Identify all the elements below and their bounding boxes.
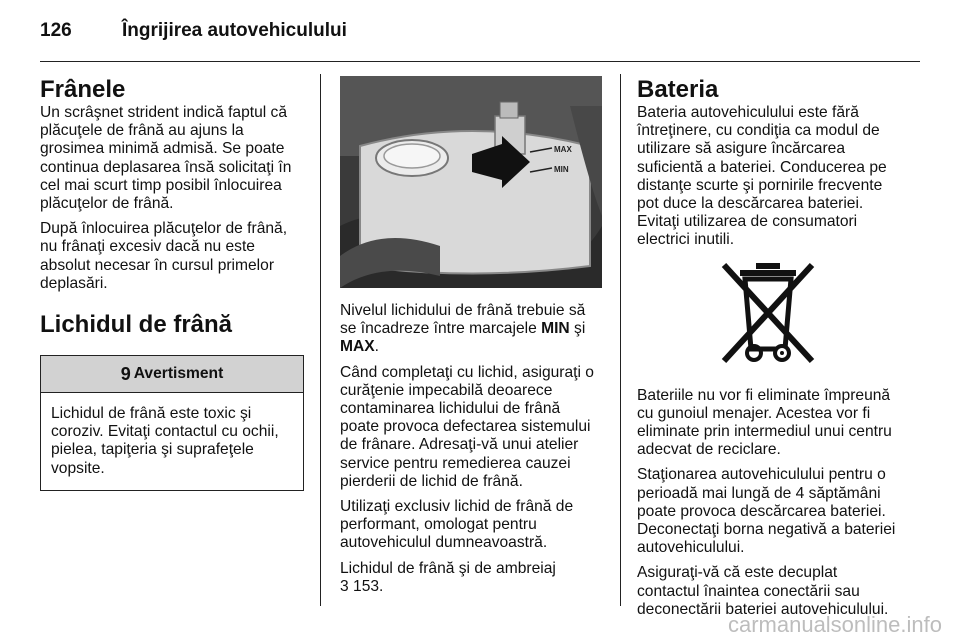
page-title: Îngrijirea autovehiculului — [122, 20, 347, 41]
fluid-level-paragraph: Nivelul lichidului de frână trebuie să se încadreze între marcajele MIN şi MAX. — [340, 302, 586, 356]
warning-text: Lichidul de frână este toxic şi coroziv. Evitaţi contactul cu ochii, pielea, tapiţeria şi suprafeţele vopsite. — [51, 405, 279, 477]
header-divider — [40, 61, 920, 62]
warning-box — [40, 355, 304, 491]
battery-paragraph-3: Staţionarea autovehiculului pentru o perioadă mai lungă de 4 săptămâni poate provoca descărcarea bateriei. Deconectaţi borna negativă a bateriei autovehiculului. — [637, 466, 896, 557]
photo-label-min: MIN — [554, 165, 569, 174]
battery-paragraph-2: Bateriile nu vor fi eliminate împreună cu gunoiul menajer. Acestea vor fi eliminate prin intermediul unui centru adecvat de reciclare. — [637, 386, 892, 459]
heading-brakes: Frânele — [40, 76, 126, 103]
warning-header — [41, 356, 303, 393]
battery-paragraph-4: Asiguraţi-vă că este decuplat contactul înaintea conectării sau deconectării bateriei autovehiculului. — [637, 564, 889, 618]
column-divider-right — [620, 74, 621, 606]
battery-paragraph-1: Bateria autovehiculului este fără întreţinere, cu condiţia ca modul de utilizare să asigure încărcarea suficientă a bateriei. Conducerea pe distanţe scurte şi pornirile frecvente pot duce la descărcarea bateriei. Evitaţi utilizarea de consumatori electrici inutili. — [637, 104, 887, 249]
middle-column — [340, 76, 602, 603]
min-mark: MIN — [541, 320, 570, 338]
max-mark: MAX — [340, 338, 375, 356]
heading-brake-fluid: Lichidul de frână — [40, 311, 233, 339]
page-number: 126 — [40, 20, 72, 41]
crossed-bin-container — [637, 257, 899, 375]
warning-icon: 9 — [120, 363, 131, 384]
right-column — [637, 76, 903, 626]
fluid-paragraph-3: Utilizaţi exclusiv lichid de frână de performant, omologat pentru autovehiculul dumneavoastră. — [340, 498, 574, 552]
photo-label-max: MAX — [554, 145, 572, 154]
fluid-paragraph-4: Lichidul de frână şi de ambreiaj 3 153. — [340, 559, 556, 595]
brakes-paragraph-2: După înlocuirea plăcuţelor de frână, nu frânaţi excesiv dacă nu este absolut necesar în cursul primelor deplasări. — [40, 220, 288, 292]
brakes-paragraph-1: Un scrâşnet strident indică faptul că plăcuţele de frână au ajuns la grosimea minimă admisă. Se poate continua deplasarea însă solicitaţi în cel mai scurt timp posibil înlocuirea plăcuţelor de frână. — [40, 104, 292, 213]
column-divider-left — [320, 74, 321, 606]
fluid-paragraph-2: Când completaţi cu lichid, asiguraţi o curăţenie impecabilă deoarece contaminarea lichidului de frână poate provoca defectarea sistemului de frânare. Adresaţi-vă unui atelier service pentru remedierea cauzei pierderii de lichid de frână. — [340, 363, 594, 490]
reference-arrow-icon: 3 — [340, 577, 349, 595]
left-column — [40, 76, 304, 491]
page-reference: 153. — [353, 577, 384, 595]
heading-battery: Bateria — [637, 76, 719, 103]
crossed-out-bin-icon — [718, 257, 818, 369]
warning-title: Avertisment — [133, 364, 224, 382]
watermark: carmanualsonline.info — [727, 612, 942, 637]
page-header — [40, 14, 920, 54]
brake-fluid-reservoir-photo — [340, 76, 602, 288]
